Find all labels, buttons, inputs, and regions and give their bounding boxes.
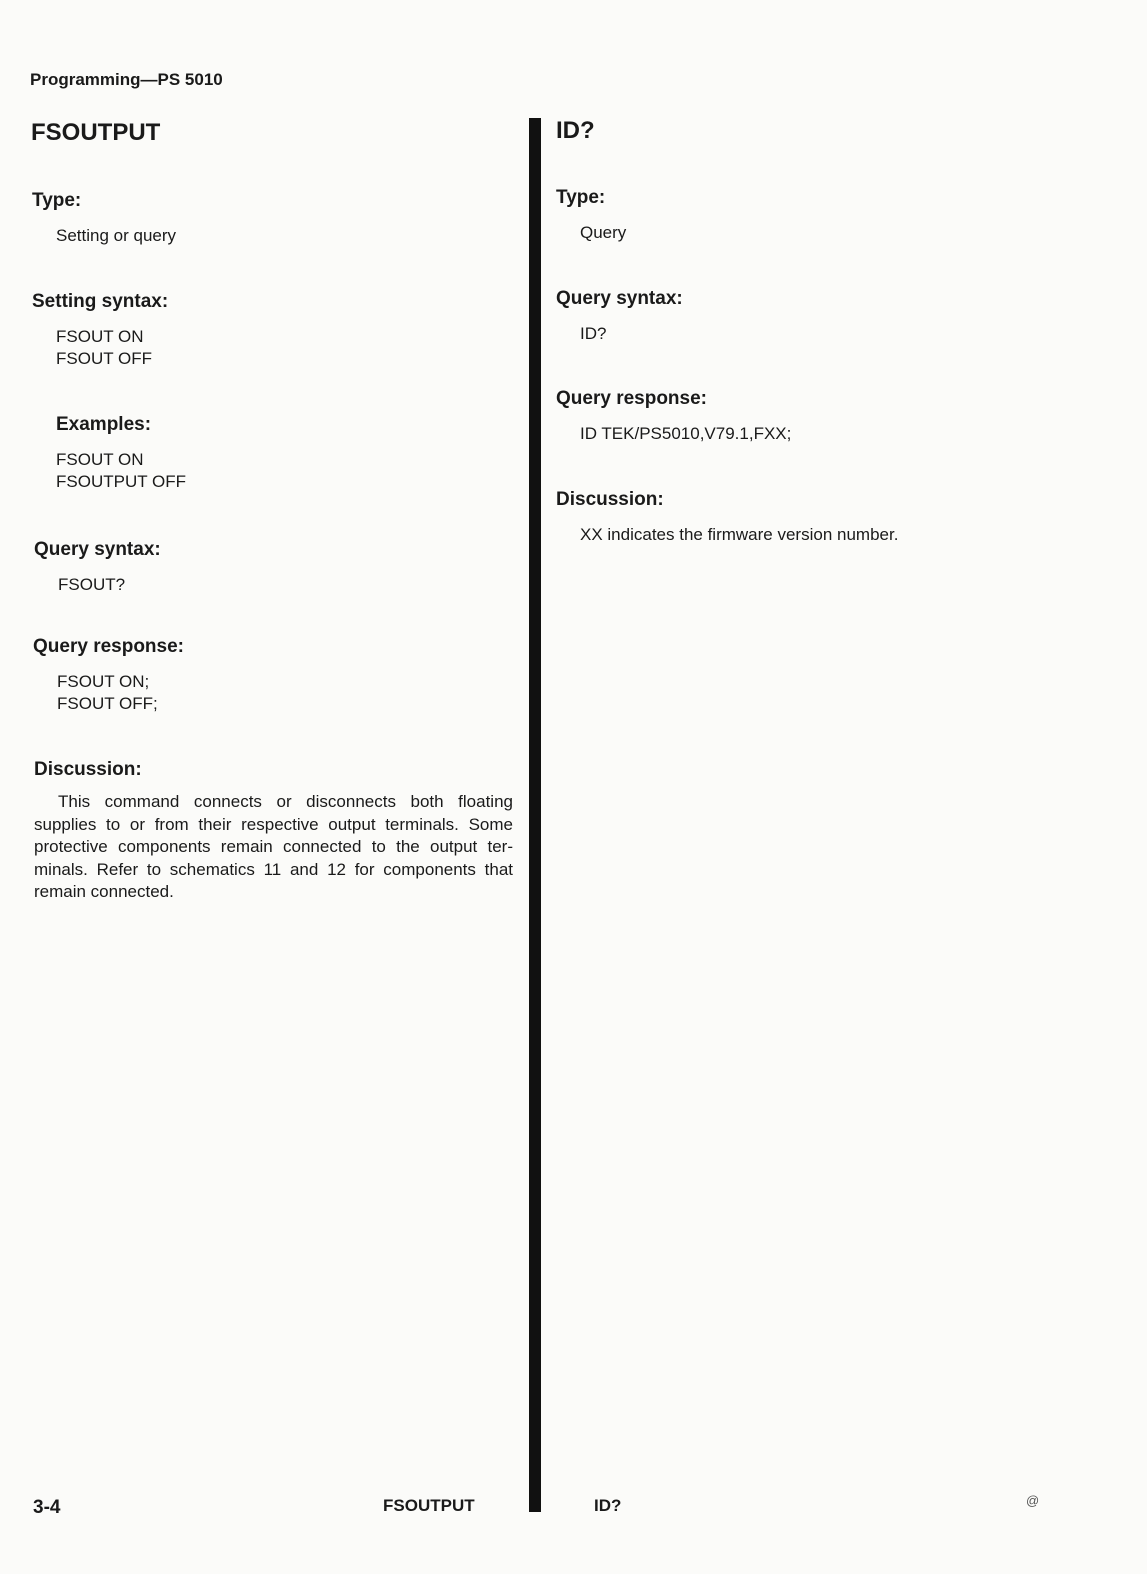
type-heading: Type: (32, 190, 82, 211)
command-title-fsoutput: FSOUTPUT (31, 119, 161, 146)
running-header: Programming—PS 5010 (30, 70, 223, 89)
footer-right-command: ID? (594, 1496, 622, 1515)
query-syntax-value: ID? (580, 324, 607, 343)
discussion-text: XX indicates the firmware version number. (580, 525, 899, 544)
command-title-id: ID? (556, 117, 595, 144)
type-value: Query (580, 223, 627, 242)
query-response-value: ID TEK/PS5010,V79.1,FXX; (580, 424, 792, 443)
page-number: 3-4 (33, 1497, 61, 1518)
type-heading: Type: (556, 187, 606, 208)
query-syntax-heading: Query syntax: (556, 288, 683, 309)
setting-syntax-heading: Setting syntax: (32, 291, 169, 312)
example-line: FSOUT ON (56, 450, 144, 469)
example-line: FSOUTPUT OFF (56, 472, 187, 491)
query-response-line: FSOUT ON; (57, 672, 150, 691)
setting-syntax-line: FSOUT ON (56, 327, 144, 346)
query-response-heading: Query response: (33, 636, 184, 657)
query-syntax-value: FSOUT? (58, 575, 126, 594)
column-divider (529, 118, 541, 1512)
query-response-line: FSOUT OFF; (57, 694, 158, 713)
copyright-mark: @ (1026, 1493, 1040, 1508)
discussion-heading: Discussion: (556, 489, 664, 510)
footer-left-command: FSOUTPUT (383, 1496, 475, 1515)
type-value: Setting or query (56, 226, 177, 245)
discussion-text: This command connects or disconnects both floating supplies to or from their respective output terminals. Some protective components remain connected to the output ter-minals. Refer to schematics 11 and 12 for components that remain connected. (34, 792, 513, 901)
query-syntax-heading: Query syntax: (34, 539, 161, 560)
query-response-heading: Query response: (556, 388, 707, 409)
discussion-heading: Discussion: (34, 759, 142, 780)
setting-syntax-line: FSOUT OFF (56, 349, 153, 368)
examples-heading: Examples: (56, 414, 152, 435)
